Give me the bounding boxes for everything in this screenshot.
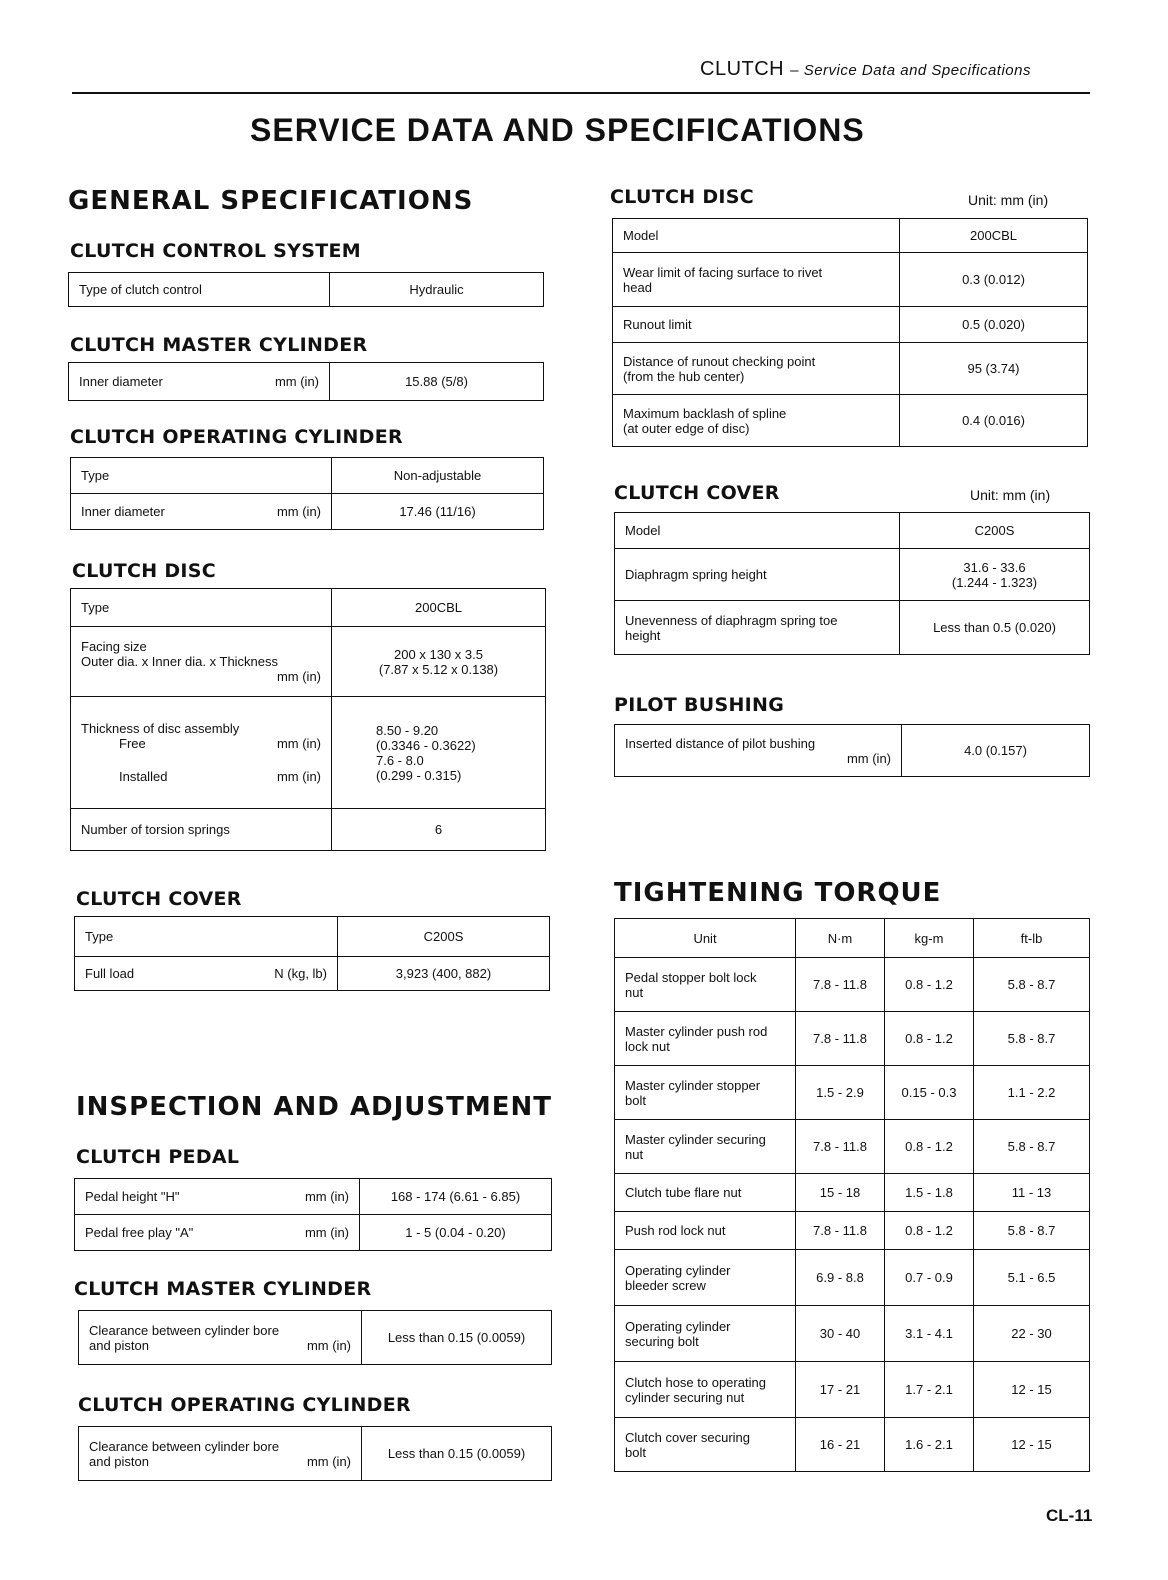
table-row xyxy=(615,1066,1090,1120)
rdisc-row-2-value: 0.5 (0.020) xyxy=(900,307,1088,343)
disc-springs-label: Number of torsion springs xyxy=(71,809,332,851)
disc-installed-value-in: (0.299 - 0.315) xyxy=(376,767,462,783)
rcover-spring-label: Diaphragm spring height xyxy=(615,549,900,601)
right-cover-table xyxy=(614,512,1090,655)
torque-row-6-kgm: 0.7 - 0.9 xyxy=(885,1250,974,1306)
torque-row-6-label: Operating cylinder xyxy=(625,1262,731,1278)
right-disc-heading: CLUTCH DISC xyxy=(610,186,754,208)
torque-row-8-kgm: 1.7 - 2.1 xyxy=(885,1362,974,1418)
torque-row-0-kgm: 0.8 - 1.2 xyxy=(885,958,974,1012)
operating-dia-label: Inner diameter xyxy=(81,504,165,519)
clutch-pedal-table xyxy=(74,1178,552,1251)
clutch-cover-table xyxy=(74,916,550,991)
control-system-table xyxy=(68,272,544,307)
disc-facing-label: Facing size xyxy=(81,639,147,654)
rdisc-row-1-label-2: head xyxy=(623,279,652,295)
cover-load-value: 3,923 (400, 882) xyxy=(338,957,550,991)
torque-col-nm: N·m xyxy=(796,919,885,958)
torque-row-3-kgm: 0.8 - 1.2 xyxy=(885,1120,974,1174)
pilot-bushing-heading: PILOT BUSHING xyxy=(614,694,785,716)
pedal-height-unit: mm (in) xyxy=(304,1189,349,1204)
disc-free-value: 8.50 - 9.20 xyxy=(376,722,439,738)
disc-free-value-in: (0.3346 - 0.3622) xyxy=(376,737,476,753)
insp-operating-unit: mm (in) xyxy=(306,1453,351,1469)
rcover-uneven-label: Unevenness of diaphragm spring toe xyxy=(625,612,838,628)
control-system-heading: CLUTCH CONTROL SYSTEM xyxy=(70,240,361,262)
torque-row-8-ftlb: 12 - 15 xyxy=(974,1362,1090,1418)
rdisc-row-1-label: Wear limit of facing surface to rivet xyxy=(623,264,823,280)
master-cylinder-heading: CLUTCH MASTER CYLINDER xyxy=(70,334,368,356)
disc-installed-value: 7.6 - 8.0 xyxy=(376,752,424,768)
torque-row-2-label: Master cylinder stopper xyxy=(625,1077,761,1093)
right-disc-table xyxy=(612,218,1088,447)
page-title: SERVICE DATA AND SPECIFICATIONS xyxy=(250,112,865,148)
right-disc-unit: Unit: mm (in) xyxy=(968,192,1049,208)
torque-header-row xyxy=(615,919,1090,958)
pedal-height-label: Pedal height "H" xyxy=(85,1189,180,1204)
torque-row-8-nm: 17 - 21 xyxy=(796,1362,885,1418)
torque-row-5-label: Push rod lock nut xyxy=(615,1212,796,1250)
torque-row-7-ftlb: 22 - 30 xyxy=(974,1306,1090,1362)
operating-dia-unit: mm (in) xyxy=(276,504,321,519)
torque-row-6-ftlb: 5.1 - 6.5 xyxy=(974,1250,1090,1306)
torque-row-9-ftlb: 12 - 15 xyxy=(974,1418,1090,1472)
insp-operating-table xyxy=(78,1426,552,1481)
operating-cylinder-table xyxy=(70,457,544,530)
torque-table xyxy=(614,918,1090,1472)
torque-row-1-label-2: lock nut xyxy=(625,1038,670,1054)
right-cover-heading: CLUTCH COVER xyxy=(614,482,780,504)
clutch-disc-heading: CLUTCH DISC xyxy=(72,560,216,582)
right-cover-unit: Unit: mm (in) xyxy=(970,487,1051,503)
torque-row-0-nm: 7.8 - 11.8 xyxy=(796,958,885,1012)
insp-master-label-2: and piston xyxy=(89,1337,149,1353)
pedal-play-label: Pedal free play "A" xyxy=(85,1225,194,1240)
torque-row-7-nm: 30 - 40 xyxy=(796,1306,885,1362)
torque-row-0-label-2: nut xyxy=(625,984,644,1000)
rcover-uneven-label-2: height xyxy=(625,627,661,643)
rcover-model-value: C200S xyxy=(900,513,1090,549)
pilot-value: 4.0 (0.157) xyxy=(902,725,1090,777)
torque-row-8-label: Clutch hose to operating xyxy=(625,1374,766,1390)
rdisc-row-4-label: Maximum backlash of spline xyxy=(623,405,787,421)
torque-row-9-nm: 16 - 21 xyxy=(796,1418,885,1472)
torque-row-0-label: Pedal stopper bolt lock xyxy=(625,969,757,985)
header-subtitle: – Service Data and Specifications xyxy=(790,62,1031,79)
torque-row-0-ftlb: 5.8 - 8.7 xyxy=(974,958,1090,1012)
rdisc-row-3-label-2: (from the hub center) xyxy=(623,368,745,384)
rdisc-row-4-value: 0.4 (0.016) xyxy=(900,395,1088,447)
torque-row-2-nm: 1.5 - 2.9 xyxy=(796,1066,885,1120)
disc-type-value: 200CBL xyxy=(332,589,546,627)
disc-free-label: Free xyxy=(119,736,146,751)
pilot-bushing-table xyxy=(614,724,1090,777)
disc-springs-value: 6 xyxy=(332,809,546,851)
disc-installed-unit: mm (in) xyxy=(276,769,321,784)
table-row xyxy=(615,958,1090,1012)
insp-master-label: Clearance between cylinder bore xyxy=(89,1322,280,1338)
cover-load-label: Full load xyxy=(85,966,135,981)
torque-row-7-label: Operating cylinder xyxy=(625,1318,731,1334)
torque-row-4-label: Clutch tube flare nut xyxy=(615,1174,796,1212)
master-dia-value: 15.88 (5/8) xyxy=(330,363,544,401)
torque-row-4-kgm: 1.5 - 1.8 xyxy=(885,1174,974,1212)
cover-type-label: Type xyxy=(75,917,338,957)
torque-row-3-label: Master cylinder securing xyxy=(625,1131,766,1147)
rcover-spring-value-in: (1.244 - 1.323) xyxy=(951,574,1038,590)
pedal-height-value: 168 - 174 (6.61 - 6.85) xyxy=(360,1179,552,1215)
table-row xyxy=(615,1174,1090,1212)
torque-col-unit: Unit xyxy=(615,919,796,958)
insp-operating-value: Less than 0.15 (0.0059) xyxy=(362,1427,552,1481)
torque-row-3-nm: 7.8 - 11.8 xyxy=(796,1120,885,1174)
pilot-unit: mm (in) xyxy=(846,750,891,766)
insp-operating-label-2: and piston xyxy=(89,1453,149,1469)
header-rule xyxy=(72,92,1090,94)
torque-row-6-label-2: bleeder screw xyxy=(625,1277,706,1293)
torque-col-ftlb: ft-lb xyxy=(974,919,1090,958)
insp-operating-heading: CLUTCH OPERATING CYLINDER xyxy=(78,1394,411,1416)
table-row xyxy=(615,1250,1090,1306)
torque-row-1-ftlb: 5.8 - 8.7 xyxy=(974,1012,1090,1066)
clutch-pedal-heading: CLUTCH PEDAL xyxy=(76,1146,240,1168)
insp-operating-label: Clearance between cylinder bore xyxy=(89,1438,280,1454)
torque-row-7-kgm: 3.1 - 4.1 xyxy=(885,1306,974,1362)
torque-row-9-label-2: bolt xyxy=(625,1444,646,1460)
table-row xyxy=(615,1418,1090,1472)
disc-facing-value-in: (7.87 x 5.12 x 0.138) xyxy=(378,661,499,677)
pedal-play-unit: mm (in) xyxy=(304,1225,349,1240)
torque-row-1-kgm: 0.8 - 1.2 xyxy=(885,1012,974,1066)
table-row xyxy=(615,1012,1090,1066)
rdisc-row-2-label: Runout limit xyxy=(613,307,900,343)
torque-row-5-kgm: 0.8 - 1.2 xyxy=(885,1212,974,1250)
disc-free-unit: mm (in) xyxy=(276,736,321,751)
operating-cylinder-heading: CLUTCH OPERATING CYLINDER xyxy=(70,426,403,448)
header-section: CLUTCH xyxy=(700,58,785,80)
rdisc-row-1-value: 0.3 (0.012) xyxy=(900,253,1088,307)
torque-row-5-ftlb: 5.8 - 8.7 xyxy=(974,1212,1090,1250)
insp-master-unit: mm (in) xyxy=(306,1337,351,1353)
rdisc-row-0-label: Model xyxy=(613,219,900,253)
control-type-value: Hydraulic xyxy=(330,273,544,307)
clutch-disc-table xyxy=(70,588,546,851)
torque-row-4-nm: 15 - 18 xyxy=(796,1174,885,1212)
torque-row-3-ftlb: 5.8 - 8.7 xyxy=(974,1120,1090,1174)
table-row xyxy=(615,1120,1090,1174)
pilot-label: Inserted distance of pilot bushing xyxy=(625,735,816,751)
operating-type-value: Non-adjustable xyxy=(332,458,544,494)
rdisc-row-3-value: 95 (3.74) xyxy=(900,343,1088,395)
table-row xyxy=(615,1362,1090,1418)
master-dia-unit: mm (in) xyxy=(274,374,319,389)
disc-facing-sub: Outer dia. x Inner dia. x Thickness xyxy=(81,654,279,669)
disc-installed-label: Installed xyxy=(119,769,168,784)
table-row xyxy=(615,1212,1090,1250)
cover-load-unit: N (kg, lb) xyxy=(274,966,327,981)
disc-facing-value: 200 x 130 x 3.5 xyxy=(394,646,483,662)
pedal-play-value: 1 - 5 (0.04 - 0.20) xyxy=(360,1215,552,1251)
cover-type-value: C200S xyxy=(338,917,550,957)
table-row xyxy=(615,1306,1090,1362)
torque-row-9-label: Clutch cover securing xyxy=(625,1429,750,1445)
master-cylinder-table xyxy=(68,362,544,401)
inspection-heading: INSPECTION AND ADJUSTMENT xyxy=(76,1092,552,1122)
torque-row-1-nm: 7.8 - 11.8 xyxy=(796,1012,885,1066)
torque-row-2-label-2: bolt xyxy=(625,1092,646,1108)
master-dia-label: Inner diameter xyxy=(79,374,163,389)
running-header xyxy=(700,58,1031,81)
rcover-model-label: Model xyxy=(615,513,900,549)
general-specs-heading: GENERAL SPECIFICATIONS xyxy=(68,186,474,216)
torque-row-2-ftlb: 1.1 - 2.2 xyxy=(974,1066,1090,1120)
torque-row-4-ftlb: 11 - 13 xyxy=(974,1174,1090,1212)
disc-type-label: Type xyxy=(71,589,332,627)
torque-row-9-kgm: 1.6 - 2.1 xyxy=(885,1418,974,1472)
torque-row-6-nm: 6.9 - 8.8 xyxy=(796,1250,885,1306)
torque-row-1-label: Master cylinder push rod xyxy=(625,1023,768,1039)
clutch-cover-heading: CLUTCH COVER xyxy=(76,888,242,910)
disc-thickness-label: Thickness of disc assembly xyxy=(81,721,240,736)
torque-row-2-kgm: 0.15 - 0.3 xyxy=(885,1066,974,1120)
page-number: CL-11 xyxy=(1046,1506,1093,1525)
operating-dia-value: 17.46 (11/16) xyxy=(332,494,544,530)
rdisc-row-3-label: Distance of runout checking point xyxy=(623,353,816,369)
control-type-label: Type of clutch control xyxy=(69,273,330,307)
torque-row-7-label-2: securing bolt xyxy=(625,1333,699,1349)
insp-master-value: Less than 0.15 (0.0059) xyxy=(362,1311,552,1365)
disc-facing-unit: mm (in) xyxy=(276,669,321,684)
torque-col-kgm: kg-m xyxy=(885,919,974,958)
insp-master-heading: CLUTCH MASTER CYLINDER xyxy=(74,1278,372,1300)
insp-master-table xyxy=(78,1310,552,1365)
rdisc-row-4-label-2: (at outer edge of disc) xyxy=(623,420,750,436)
rcover-spring-value: 31.6 - 33.6 xyxy=(963,559,1026,575)
rdisc-row-0-value: 200CBL xyxy=(900,219,1088,253)
torque-row-3-label-2: nut xyxy=(625,1146,644,1162)
torque-heading: TIGHTENING TORQUE xyxy=(614,878,942,908)
torque-row-8-label-2: cylinder securing nut xyxy=(625,1389,745,1405)
operating-type-label: Type xyxy=(71,458,332,494)
rcover-uneven-value: Less than 0.5 (0.020) xyxy=(900,601,1090,655)
torque-row-5-nm: 7.8 - 11.8 xyxy=(796,1212,885,1250)
